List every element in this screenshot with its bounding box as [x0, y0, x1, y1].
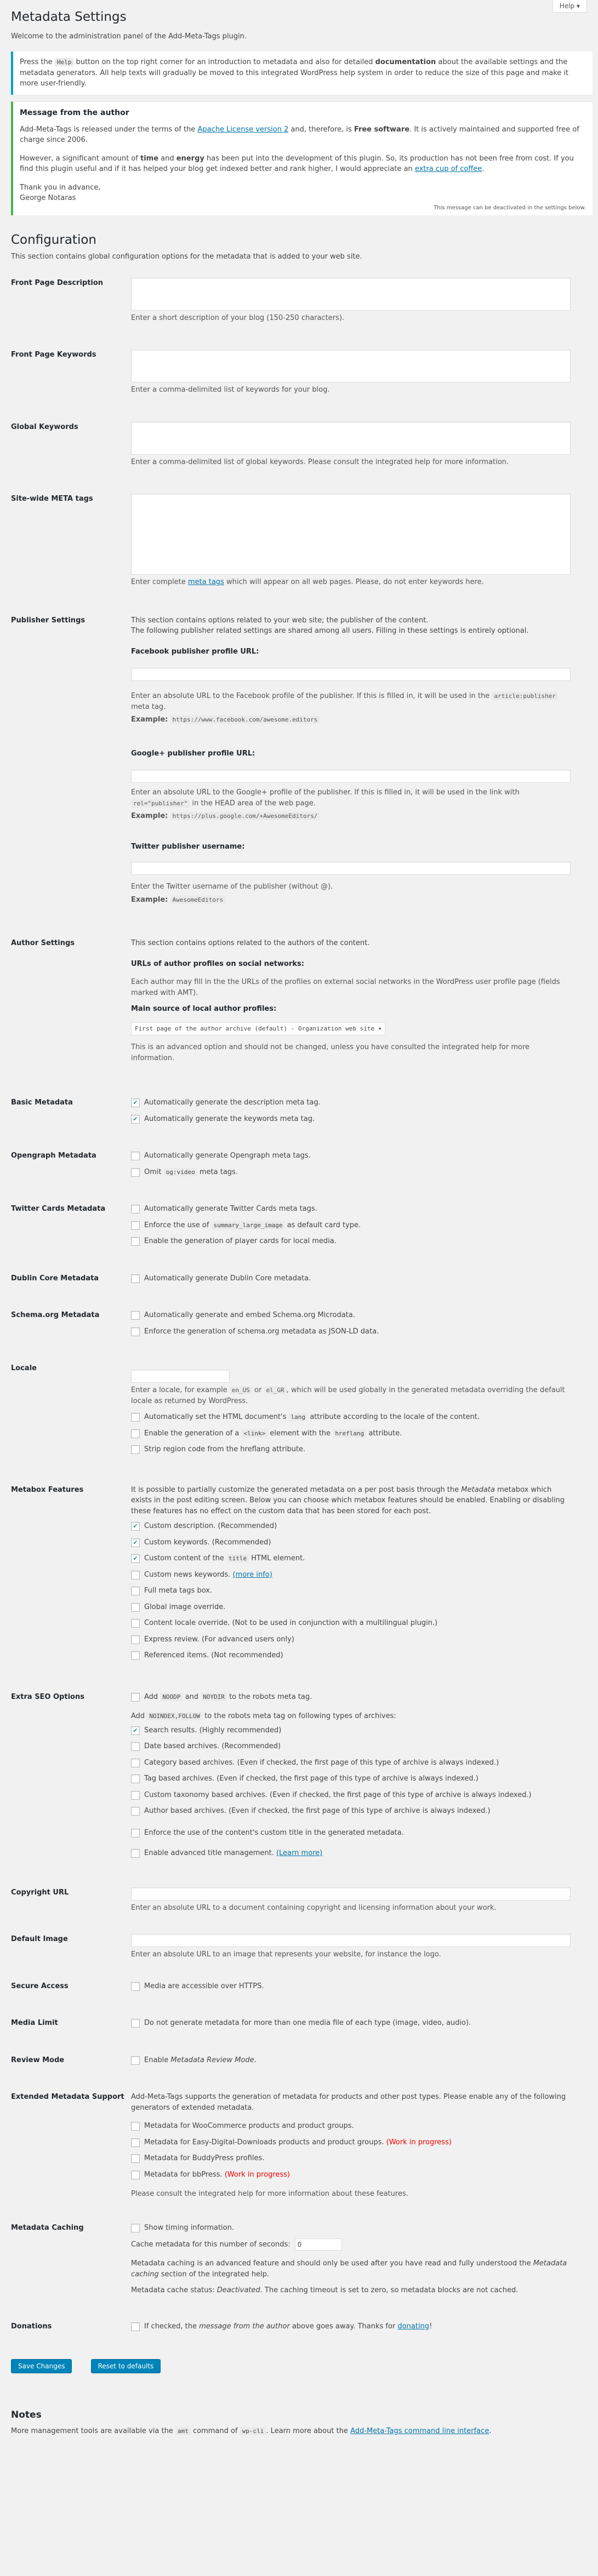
mb-locale-override-checkbox[interactable] [131, 1619, 140, 1628]
metabox-desc: It is possible to partially customize the generated metadata on a per post basis through the [131, 1485, 459, 1494]
publisher-row [11, 615, 593, 906]
googleplus-help: in the HEAD area of the web page. [192, 799, 316, 808]
extended-label: Extended Metadata Support [11, 2093, 124, 2101]
player-cards-text: Enable the generation of player cards for local media. [144, 1237, 337, 1245]
mb-image-override-checkbox[interactable] [131, 1603, 140, 1612]
mb-keywords-checkbox[interactable]: ✔ [131, 1538, 140, 1547]
mb-title-text: HTML element. [251, 1554, 305, 1562]
extended-row [11, 2092, 593, 2200]
donating-link[interactable]: donating [397, 2322, 430, 2331]
donations-text: above goes away. Thanks for [292, 2322, 396, 2331]
caching-desc: Metadata caching is an advanced feature and should only be used after you have read and fully understood the [131, 2259, 531, 2268]
author-archives-checkbox[interactable] [131, 1807, 140, 1816]
basic-description-checkbox[interactable]: ✔ [131, 1098, 140, 1107]
author-advanced-note: This is an advanced option and should not be changed, unless you have consulted the integrated help for more information. [131, 1043, 530, 1062]
rel-publisher-code: rel="publisher" [131, 799, 190, 808]
advanced-title-checkbox[interactable] [131, 1849, 140, 1858]
noindex-intro: to the robots meta tag on following types of archives: [204, 1712, 396, 1720]
html-lang-text: Automatically set the HTML document's [144, 1413, 287, 1421]
author-settings-desc: This section contains options related to the authors of the content. [131, 939, 370, 947]
author-text: and [161, 154, 174, 163]
secure-access-label: Secure Access [11, 1982, 69, 1990]
mb-title-text: Custom content of the [144, 1554, 224, 1562]
sitewide-meta-label: Site-wide META tags [11, 495, 93, 503]
noodp-text: to the robots meta tag. [229, 1692, 312, 1701]
opengraph-checkbox[interactable] [131, 1152, 140, 1160]
mb-title-checkbox[interactable]: ✔ [131, 1554, 140, 1563]
reset-defaults-button[interactable]: Reset to defaults [91, 2359, 161, 2373]
extended-note: Please consult the integrated help for more information about these features. [131, 2190, 408, 2198]
donations-em: message from the author [199, 2322, 290, 2331]
author-text: . It is actively maintained and supported free of charge since 2006. [20, 125, 579, 144]
notes-text: command of [192, 2426, 238, 2435]
schema-microdata-checkbox[interactable] [131, 1311, 140, 1320]
mb-news-keywords-checkbox[interactable] [131, 1571, 140, 1579]
facebook-example: https://www.facebook.com/awesome.editors [170, 715, 320, 724]
front-description-label: Front Page Description [11, 278, 104, 287]
edd-checkbox[interactable] [131, 2138, 140, 2147]
timing-text: Show timing information. [144, 2223, 234, 2232]
buddypress-checkbox[interactable] [131, 2154, 140, 2163]
signature-text: George Notaras [20, 194, 76, 202]
googleplus-url-input[interactable] [131, 770, 571, 783]
metabox-desc: metabox which exists in the post editing screen. Below you can choose which metabox features should be enabled. Enabling or disabling these features has no effect on the custom data that has been stored for each post. [131, 1485, 565, 1515]
sitewide-help-text: Enter complete [131, 578, 186, 586]
facebook-help: Enter an absolute URL to the Facebook profile of the publisher. If this is filled in, it will be used in the [131, 692, 490, 700]
donations-checkbox[interactable] [131, 2322, 140, 2331]
custom-title-text: Enforce the use of the content's custom title in the generated metadata. [144, 1828, 404, 1837]
search-results-checkbox[interactable]: ✔ [131, 1726, 140, 1735]
googleplus-label: Google+ publisher profile URL: [131, 749, 255, 758]
mb-description-text: Custom description. (Recommended) [144, 1522, 277, 1530]
bbpress-wip: (Work in progress) [224, 2170, 291, 2179]
config-description: This section contains global configuration options for the metadata that is added to your web site. [11, 253, 362, 261]
basic-keywords-text: Automatically generate the keywords meta tag. [144, 1114, 315, 1123]
free-software-bold: Free software [354, 125, 410, 134]
sitewide-help-text: which will appear on all web pages. Please, do not enter keywords here. [226, 578, 484, 586]
metabox-em: Metadata [461, 1485, 495, 1494]
large-image-text: Enforce the use of [144, 1221, 209, 1229]
category-archives-text: Category based archives. (Even if checked, the first page of this type of archive is always indexed.) [144, 1758, 499, 1767]
noindex-intro: Add [131, 1712, 145, 1720]
opengraph-label: Opengraph Metadata [11, 1152, 96, 1160]
tag-archives-text: Tag based archives. (Even if checked, the first page of this type of archive is always indexed.) [144, 1774, 479, 1783]
review-text: Enable [144, 2056, 169, 2064]
amt-code: amt [175, 2427, 191, 2435]
review-em: Metadata Review Mode [170, 2056, 254, 2064]
caching-em: Metadata caching [131, 2259, 567, 2279]
noydir-code: NOYDIR [201, 1693, 227, 1701]
woocommerce-checkbox[interactable] [131, 2122, 140, 2131]
bbpress-text: Metadata for bbPress. [144, 2170, 223, 2179]
cache-status-text: . The caching timeout is set to zero, so metadata blocks are not cached. [260, 2286, 519, 2294]
copyright-help: Enter an absolute URL to a document containing copyright and licensing information about your work. [131, 1903, 497, 1912]
cache-seconds-label: Cache metadata for this number of seconds: [131, 2240, 291, 2249]
chevron-down-icon: ▾ [378, 1024, 382, 1032]
page-intro: Welcome to the administration panel of the Add-Meta-Tags plugin. [11, 32, 247, 41]
mb-referenced-items-checkbox[interactable] [131, 1651, 140, 1660]
googleplus-example: https://plus.google.com/+AwesomeEditors/ [170, 812, 320, 820]
dublin-core-text: Automatically generate Dublin Core metadata. [144, 1274, 311, 1283]
author-urls-title: URLs of author profiles on social networks: [131, 959, 304, 968]
help-tab-label: Help [559, 2, 575, 10]
time-bold: time [140, 154, 159, 163]
extra-seo-row [11, 1692, 593, 1864]
front-description-help: Enter a short description of your blog (150-250 characters). [131, 313, 345, 322]
woocommerce-text: Metadata for WooCommerce products and product groups. [144, 2122, 354, 2130]
edd-wip: (Work in progress) [386, 2138, 452, 2146]
omit-video-text: meta tags. [199, 1167, 238, 1176]
review-text: . [254, 2056, 257, 2064]
help-tab-button[interactable]: Help ▾ [553, 0, 587, 13]
media-limit-checkbox[interactable] [131, 2019, 140, 2028]
page-title: Metadata Settings [11, 10, 127, 24]
notice-text: about the available settings and the metadata generators. All help texts will gradually be moved to this integrated WordPress help system in order to reduce the size of this page and make it more user-friendly. [20, 58, 569, 88]
tag-archives-checkbox[interactable] [131, 1774, 140, 1783]
author-text: Add-Meta-Tags is released under the terms of the [20, 125, 196, 134]
https-checkbox[interactable] [131, 1982, 140, 1991]
caching-row [11, 2223, 593, 2296]
more-info-link[interactable]: (more info) [232, 1570, 272, 1579]
form-buttons [11, 2359, 593, 2373]
hreflang-checkbox[interactable] [131, 1429, 140, 1438]
review-mode-row [11, 2055, 593, 2071]
twitter-cards-text: Automatically generate Twitter Cards meta tags. [144, 1205, 317, 1213]
author-text: However, a significant amount of [20, 154, 138, 163]
thanks-text: Thank you in advance, [20, 183, 101, 192]
author-archives-text: Author based archives. (Even if checked, the first page of this type of archive is always indexed.) [144, 1807, 491, 1815]
date-archives-checkbox[interactable] [131, 1742, 140, 1751]
buddypress-text: Metadata for BuddyPress profiles. [144, 2154, 265, 2162]
example-label: Example: [131, 812, 168, 820]
locale-code-el: el_GR [264, 1386, 287, 1394]
example-label: Example: [131, 715, 168, 724]
large-image-text: as default card type. [287, 1221, 361, 1229]
default-image-help: Enter an absolute URL to an image that represents your website, for instance the logo. [131, 1950, 441, 1959]
locale-label: Locale [11, 1364, 37, 1372]
omit-video-checkbox[interactable] [131, 1168, 140, 1177]
player-cards-checkbox[interactable] [131, 1237, 140, 1246]
hreflang-text: element with the [270, 1429, 331, 1438]
hreflang-text: attribute. [368, 1429, 402, 1438]
locale-code-en: en_US [230, 1386, 252, 1394]
documentation-bold: documentation [375, 58, 436, 66]
donations-label: Donations [11, 2322, 52, 2331]
strip-region-checkbox[interactable] [131, 1445, 140, 1454]
energy-bold: energy [176, 154, 204, 163]
author-source-select[interactable] [131, 1022, 385, 1036]
notice-text: button on the top right corner for an introduction to metadata and also for detailed [76, 58, 373, 66]
author-text: and, therefore, is [291, 125, 352, 134]
global-keywords-textarea[interactable] [131, 422, 571, 455]
basic-metadata-label: Basic Metadata [11, 1098, 73, 1107]
secure-access-row [11, 1981, 593, 1997]
cli-link[interactable]: Add-Meta-Tags command line interface [350, 2426, 489, 2435]
hreflang-code: hreflang [333, 1429, 366, 1438]
wpcli-code: wp-cli [240, 2427, 266, 2435]
https-text: Media are accessible over HTTPS. [144, 1982, 264, 1990]
date-archives-text: Date based archives. (Recommended) [144, 1742, 281, 1750]
schema-microdata-text: Automatically generate and embed Schema.org Microdata. [144, 1311, 355, 1319]
media-limit-label: Media Limit [11, 2019, 58, 2027]
metabox-label: Metabox Features [11, 1485, 84, 1494]
global-keywords-label: Global Keywords [11, 422, 78, 431]
noodp-text: and [185, 1692, 199, 1701]
timing-checkbox[interactable] [131, 2224, 140, 2232]
media-limit-text: Do not generate metadata for more than one media file of each type (image, video, audio). [144, 2019, 471, 2027]
donations-text: ! [429, 2322, 432, 2331]
schema-jsonld-text: Enforce the generation of schema.org metadata as JSON-LD data. [144, 1327, 379, 1336]
example-label: Example: [131, 895, 168, 904]
twitter-cards-label: Twitter Cards Metadata [11, 1205, 106, 1213]
html-lang-text: attribute according to the locale of the content. [310, 1413, 480, 1421]
extended-desc: Add-Meta-Tags supports the generation of metadata for products and other post types. Please enable any of the following generators of extended metadata. [131, 2093, 566, 2112]
caching-desc: section of the integrated help. [161, 2270, 270, 2279]
default-image-label: Default Image [11, 1935, 68, 1943]
advanced-title-text: Enable advanced title management. [144, 1849, 274, 1857]
copyright-url-input[interactable] [131, 1887, 571, 1900]
og-video-code: og:video [164, 1168, 197, 1176]
front-keywords-textarea[interactable] [131, 350, 571, 382]
author-urls-desc: Each author may fill in the the URLs of the profiles on external social networks in the WordPress user profile page (fields marked with AMT). [131, 978, 560, 997]
front-keywords-label: Front Page Keywords [11, 351, 96, 359]
mb-full-meta-checkbox[interactable] [131, 1587, 140, 1595]
config-title: Configuration [11, 232, 96, 247]
notes-title: Notes [11, 2409, 42, 2420]
twitter-cards-row [11, 1204, 593, 1252]
dublin-core-row [11, 1273, 593, 1290]
mb-express-review-checkbox[interactable] [131, 1635, 140, 1644]
opengraph-text: Automatically generate Opengraph meta tags. [144, 1152, 311, 1160]
basic-keywords-checkbox[interactable]: ✔ [131, 1115, 140, 1124]
facebook-help: meta tag. [131, 702, 166, 711]
locale-help: Enter a locale, for example [131, 1386, 227, 1394]
noodp-text: Add [144, 1692, 158, 1701]
review-mode-checkbox[interactable] [131, 2056, 140, 2065]
bbpress-checkbox[interactable] [131, 2171, 140, 2179]
schema-jsonld-checkbox[interactable] [131, 1327, 140, 1336]
help-notice [11, 51, 593, 95]
notes-text: More management tools are available via the [11, 2426, 173, 2435]
metabox-row [11, 1485, 593, 1667]
lang-code: lang [289, 1413, 308, 1421]
mb-locale-override-text: Content locale override. (Not to be used in conjunction with a multilingual plugin.) [144, 1619, 438, 1627]
author-message-box [11, 101, 593, 215]
donations-row [11, 2321, 593, 2338]
mb-image-override-text: Global image override. [144, 1602, 226, 1611]
sitewide-meta-row [11, 494, 593, 588]
mb-description-checkbox[interactable]: ✔ [131, 1522, 140, 1531]
default-image-input[interactable] [131, 1934, 571, 1947]
search-results-text: Search results. (Highly recommended) [144, 1726, 282, 1734]
locale-help: , which will be used globally in the generated metadata overriding the default locale as returned by WordPress. [131, 1386, 565, 1405]
twitter-help: Enter the Twitter username of the publisher (without @). [131, 883, 333, 891]
cache-status-value: Deactivated [217, 2286, 260, 2294]
dublin-core-checkbox[interactable] [131, 1274, 140, 1283]
notes-text: . Learn more about the [266, 2426, 348, 2435]
noodp-code: NOODP [160, 1693, 183, 1701]
global-keywords-row [11, 422, 593, 468]
author-settings-row [11, 938, 593, 1063]
mb-express-review-text: Express review. (For advanced users only) [144, 1635, 294, 1644]
custom-title-checkbox[interactable] [131, 1829, 140, 1837]
noodp-checkbox[interactable] [131, 1693, 140, 1702]
author-source-value: First page of the author archive (default) - Organization web site [135, 1024, 375, 1032]
googleplus-help: Enter an absolute URL to the Google+ profile of the publisher. If this is filled in, it will be used in the link with [131, 788, 520, 797]
facebook-label: Facebook publisher profile URL: [131, 647, 259, 656]
twitter-label: Twitter publisher username: [131, 842, 245, 851]
author-settings-label: Author Settings [11, 939, 75, 947]
review-mode-label: Review Mode [11, 2056, 65, 2064]
caching-label: Metadata Caching [11, 2223, 84, 2232]
locale-row [11, 1363, 593, 1461]
author-text: has been put into the development of this plugin. So, its production has not been free from cost. If you find this plugin useful and if it has helped your blog get indexed better and rank higher, I would appreciate an [20, 154, 574, 173]
schema-label: Schema.org Metadata [11, 1311, 100, 1319]
front-description-row [11, 278, 593, 324]
publisher-label: Publisher Settings [11, 616, 86, 625]
basic-description-text: Automatically generate the description meta tag. [144, 1098, 321, 1107]
notes-text: . [489, 2426, 492, 2435]
coffee-link[interactable]: extra cup of coffee [414, 165, 482, 173]
dublin-core-label: Dublin Core Metadata [11, 1274, 99, 1283]
extra-seo-label: Extra SEO Options [11, 1692, 84, 1701]
title-code: title [226, 1554, 249, 1562]
apache-license-link[interactable]: Apache License version 2 [197, 125, 289, 134]
basic-metadata-row [11, 1097, 593, 1130]
mb-keywords-text: Custom keywords. (Recommended) [144, 1538, 271, 1547]
twitter-cards-checkbox[interactable] [131, 1205, 140, 1213]
publisher-code: article:publisher [492, 692, 558, 700]
hreflang-text: Enable the generation of a [144, 1429, 240, 1438]
locale-help: or [254, 1386, 262, 1394]
author-message-title: Message from the author [20, 108, 129, 117]
category-archives-checkbox[interactable] [131, 1759, 140, 1767]
mb-referenced-items-text: Referenced items. (Not recommended) [144, 1651, 283, 1659]
front-description-textarea[interactable] [131, 278, 571, 311]
noindex-code: NOINDEX,FOLLOW [147, 1712, 202, 1720]
taxonomy-archives-checkbox[interactable] [131, 1791, 140, 1800]
publisher-desc: This section contains options related to your web site; the publisher of the content. [131, 616, 429, 625]
sitewide-meta-textarea[interactable] [131, 494, 571, 575]
strip-region-text: Strip region code from the hreflang attribute. [144, 1445, 306, 1453]
facebook-url-input[interactable] [131, 668, 571, 681]
meta-tags-link[interactable]: meta tags [187, 578, 224, 586]
copyright-label: Copyright URL [11, 1888, 69, 1897]
html-lang-checkbox[interactable] [131, 1413, 140, 1422]
omit-video-text: Omit [144, 1167, 162, 1176]
deactivate-note: This message can be deactivated in the settings below. [434, 204, 586, 211]
help-code: Help [55, 58, 74, 66]
large-image-checkbox[interactable] [131, 1221, 140, 1230]
mb-full-meta-text: Full meta tags box. [144, 1587, 213, 1595]
global-keywords-help: Enter a comma-delimited list of global keywords. Please consult the integrated help for more information. [131, 457, 509, 466]
edd-text: Metadata for Easy-Digital-Downloads products and product groups. [144, 2138, 384, 2146]
cache-seconds-input[interactable]: 0 [295, 2239, 342, 2251]
schema-row [11, 1310, 593, 1342]
taxonomy-archives-text: Custom taxonomy based archives. (Even if checked, the first page of this type of archive is always indexed.) [144, 1790, 532, 1799]
media-limit-row [11, 2018, 593, 2034]
main-source-title: Main source of local author profiles: [131, 1005, 277, 1013]
opengraph-row [11, 1150, 593, 1183]
twitter-example: AwesomeEditors [170, 896, 226, 904]
notes-section [11, 2408, 593, 2436]
front-keywords-row [11, 350, 593, 396]
default-image-row [11, 1934, 593, 1960]
twitter-username-input[interactable] [131, 862, 571, 875]
front-keywords-help: Enter a comma-delimited list of keywords for your blog. [131, 386, 330, 394]
publisher-desc2: The following publisher related settings are shared among all users. Filling in these settings is entirely optional. [131, 627, 529, 635]
mb-news-text: Custom news keywords. [144, 1570, 231, 1579]
donations-text: If checked, the [144, 2322, 197, 2331]
author-text: . [482, 165, 485, 173]
cache-status-label: Metadata cache status: [131, 2286, 215, 2294]
locale-input[interactable] [131, 1370, 230, 1383]
link-code: <link> [241, 1429, 267, 1438]
notice-text: Press the [20, 58, 53, 66]
save-changes-button[interactable]: Save Changes [11, 2359, 72, 2373]
copyright-row [11, 1887, 593, 1914]
large-image-code: summary_large_image [212, 1221, 285, 1229]
learn-more-link[interactable]: (Learn more) [276, 1849, 323, 1857]
